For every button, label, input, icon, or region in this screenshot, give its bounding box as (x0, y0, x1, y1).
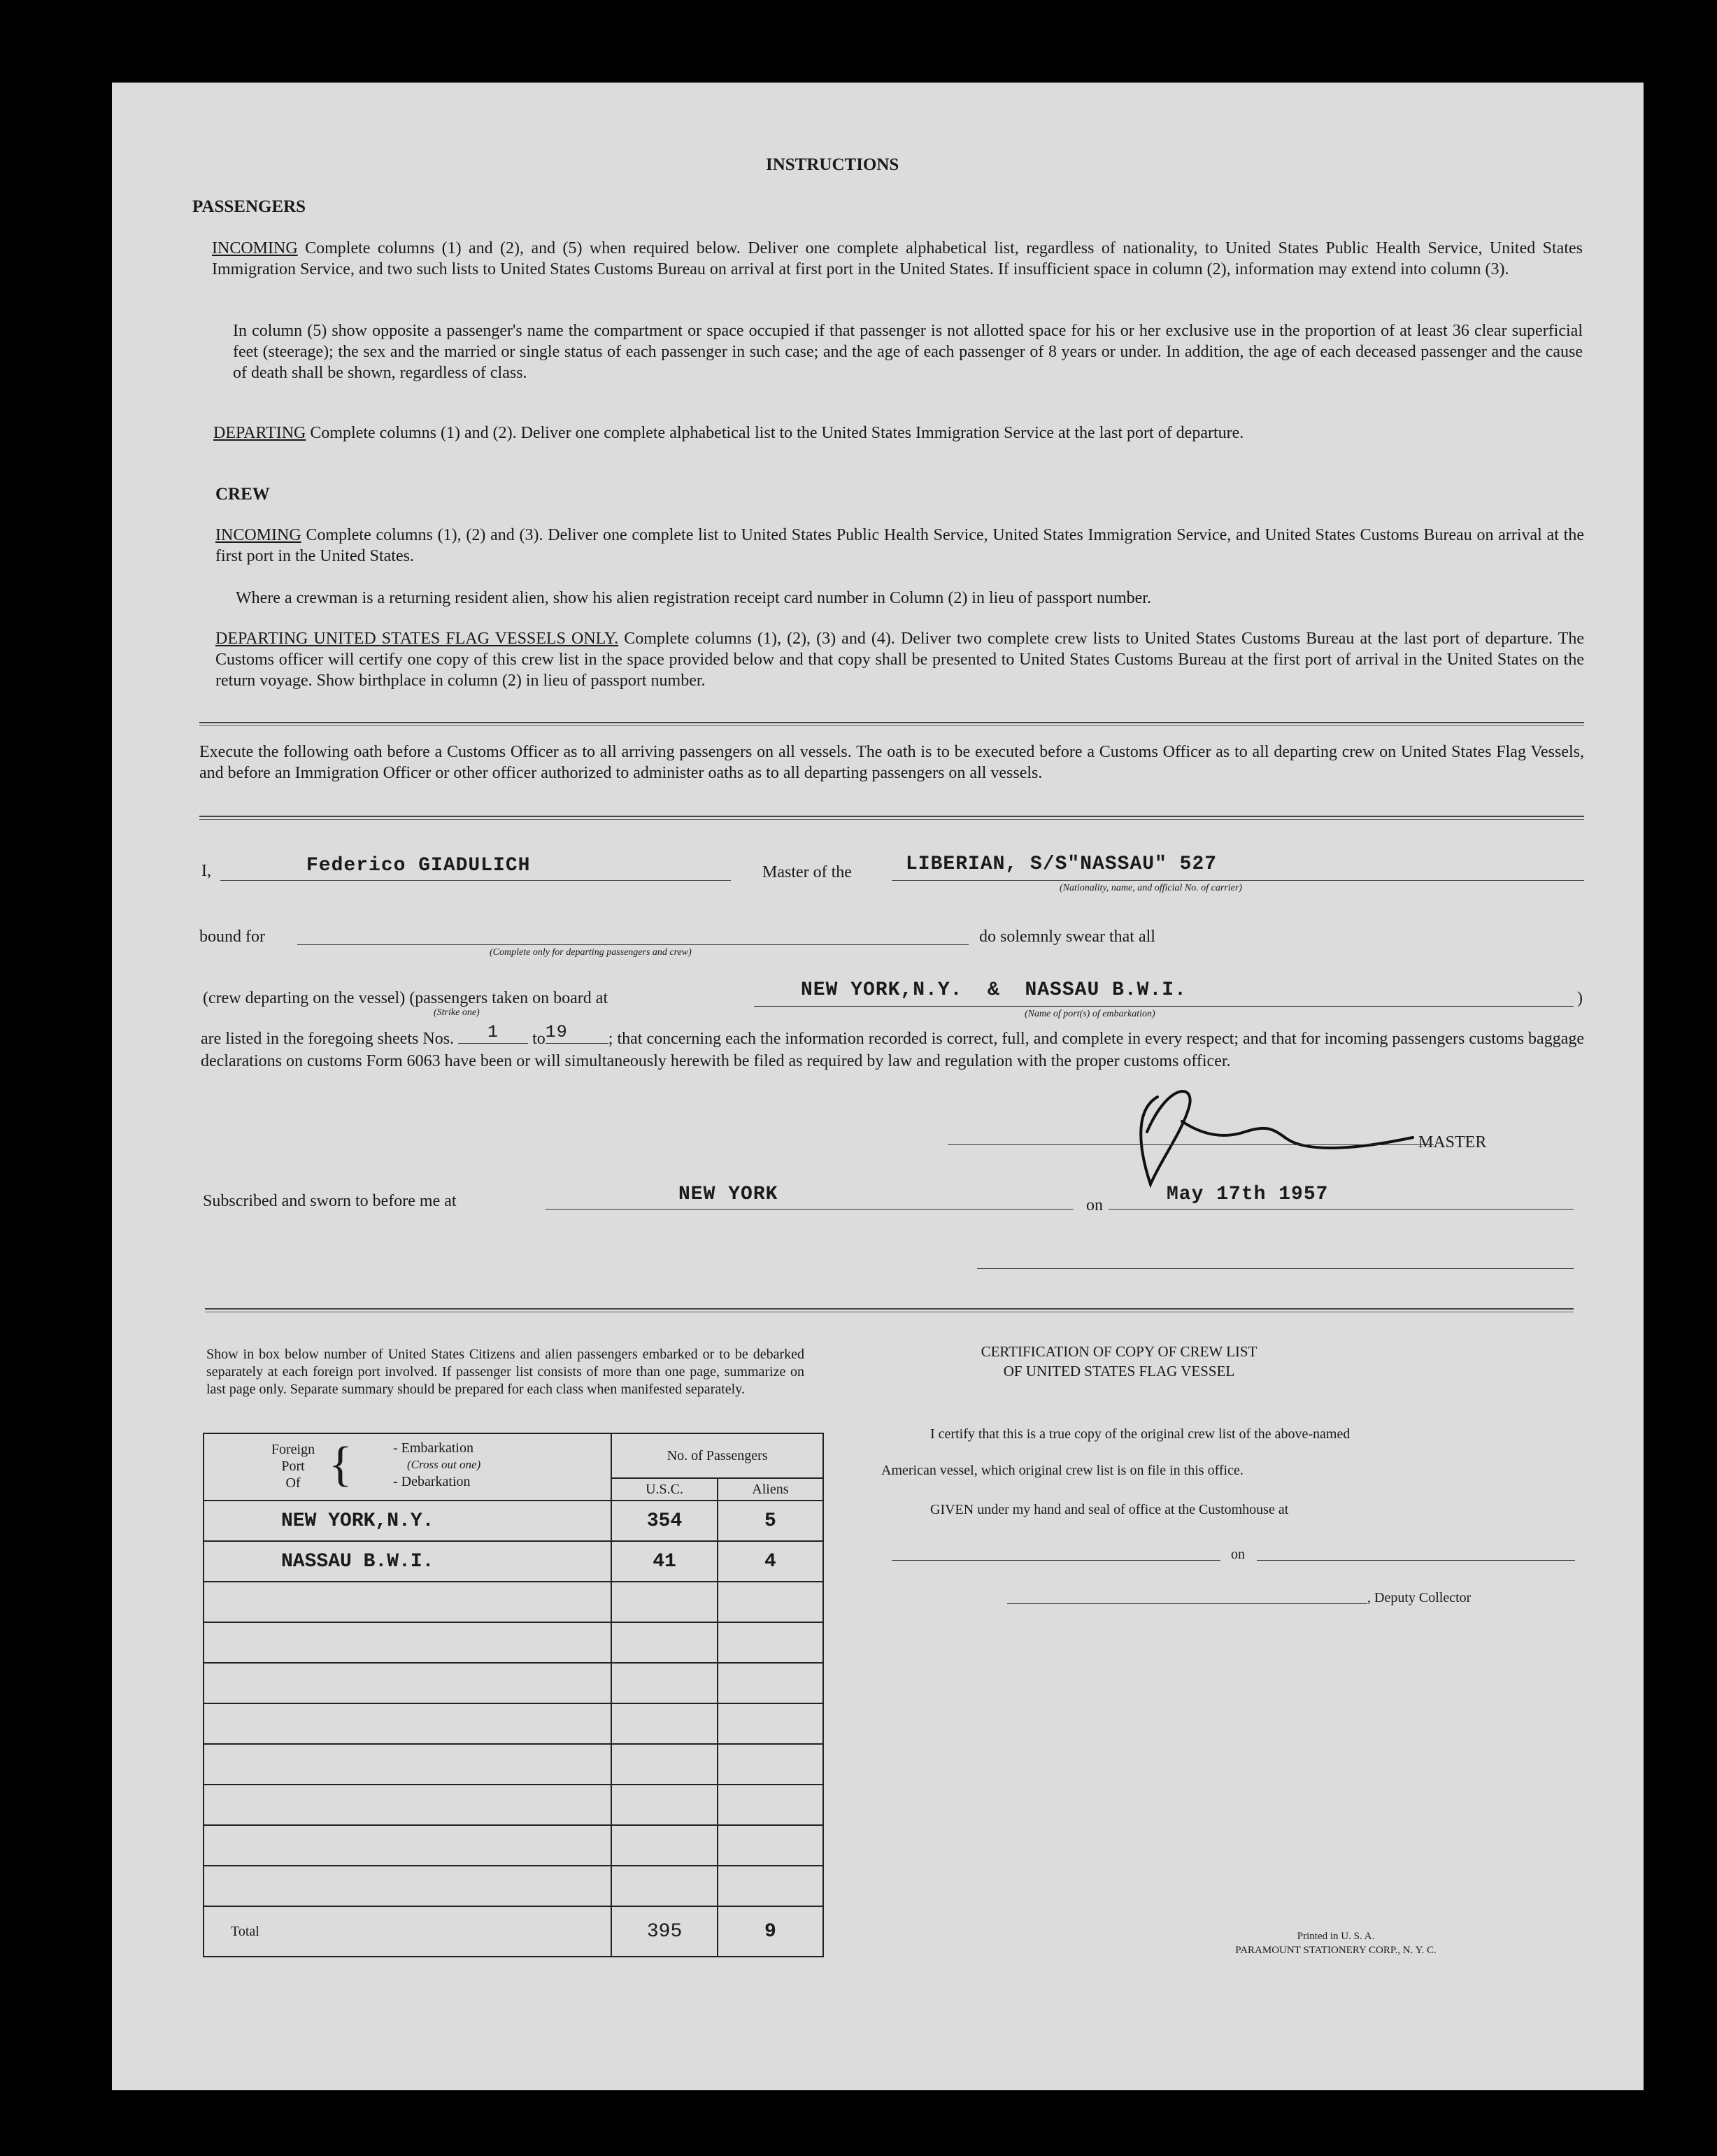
crew-heading: CREW (215, 485, 270, 504)
certification-line-2: American vessel, which original crew list is on file in this office. (881, 1463, 1244, 1478)
embark-ports-value: NEW YORK,N.Y. & NASSAU B.W.I. (801, 979, 1187, 1001)
crew-incoming-label: INCOMING (215, 526, 301, 544)
sworn-place-value: NEW YORK (678, 1184, 778, 1205)
usc-header-cell: U.S.C. (611, 1478, 717, 1501)
bound-for-line (297, 944, 969, 945)
master-signature-line (948, 1144, 1434, 1145)
embark-close-paren: ) (1577, 989, 1583, 1007)
total-label-cell: Total (204, 1906, 611, 1957)
deputy-collector-label: , Deputy Collector (1367, 1590, 1472, 1605)
strike-caption: (Strike one) (434, 1007, 480, 1018)
crew-incoming-text: Complete columns (1), (2) and (3). Deliver one complete list to United States Public Health Service, United States Immigration Service, and United States Customs Bureau on arrival at the first port in the United States. (215, 526, 1585, 565)
vessel-caption: (Nationality, name, and official No. of carrier) (1060, 883, 1242, 893)
officer-signature-line (977, 1268, 1574, 1269)
passengers-departing-label: DEPARTING (213, 424, 306, 442)
passengers-header-cell: No. of Passengers (611, 1433, 823, 1478)
certification-line-3: GIVEN under my hand and seal of office at the Customhouse at (930, 1502, 1289, 1517)
printer-imprint (1189, 1929, 1483, 1957)
customhouse-line (892, 1560, 1220, 1561)
certification-on-label: on (1231, 1547, 1245, 1562)
sworn-on-label: on (1086, 1196, 1103, 1214)
total-aliens-cell: 9 (718, 1906, 823, 1957)
certification-title-1: CERTIFICATION OF COPY OF CREW LIST (981, 1343, 1258, 1360)
header-port: Port (281, 1459, 305, 1474)
passengers-incoming-label: INCOMING (212, 239, 298, 257)
divider-instructions (199, 722, 1584, 726)
master-signature (1063, 1069, 1497, 1188)
crew-departing-paragraph (215, 628, 1584, 691)
document-page (112, 83, 1644, 2090)
crew-resident-paragraph: Where a crewman is a returning resident alien, show his alien registration receipt card number in Column (2) in lieu of passport number. (236, 589, 1151, 607)
crew-incoming-paragraph (215, 525, 1584, 567)
crew-departing-label: DEPARTING UNITED STATES FLAG VESSELS ONLY. (215, 630, 619, 648)
header-of: Of (285, 1475, 301, 1491)
header-cross-out: (Cross out one) (407, 1458, 481, 1471)
oath-intro: Execute the following oath before a Customs Officer as to all arriving passengers on all vessels. The oath is to be executed before a Customs Officer as to all departing crew on United States Flag Vessels, and before an Immigration Officer or other officer authorized to administer oaths as to all departing passengers on all vessels. (199, 743, 1584, 782)
usc-cell: 354 (611, 1501, 717, 1541)
table-row (204, 1501, 823, 1541)
divider-summary (205, 1308, 1574, 1312)
printer-line-2: PARAMOUNT STATIONERY CORP., N. Y. C. (1235, 1945, 1437, 1956)
header-embarkation: - Embarkation (393, 1440, 473, 1456)
sworn-date-line (1109, 1209, 1574, 1210)
sheets-to-label: to (532, 1030, 546, 1048)
header-foreign: Foreign (271, 1442, 315, 1457)
deputy-collector-line (1007, 1603, 1367, 1604)
passengers-incoming-paragraph (212, 238, 1583, 280)
sheets-suffix: ; that concerning each the information recorded is correct, full, and complete in every respect; and that for incoming passengers customs baggage declarations on customs Form 6063 have been or will simultaneously herewith be filed as required by law and regulation with the proper customs officer. (201, 1030, 1585, 1070)
total-row (204, 1906, 823, 1957)
aliens-cell: 5 (718, 1501, 823, 1541)
table-row-empty (204, 1663, 823, 1703)
table-row-empty (204, 1785, 823, 1825)
table-row-empty (204, 1703, 823, 1744)
aliens-header-cell: Aliens (718, 1478, 823, 1501)
port-cell: NASSAU B.W.I. (204, 1541, 611, 1582)
sheets-prefix: are listed in the foregoing sheets Nos. (201, 1030, 455, 1048)
vessel-value: LIBERIAN, S/S"NASSAU" 527 (906, 853, 1218, 875)
table-row-empty (204, 1866, 823, 1906)
passengers-incoming-text: Complete columns (1) and (2), and (5) when required below. Deliver one complete alphabetical list, regardless of nationality, to United States Public Health Service, United States Immigration Service, and two such lists to United States Customs Bureau on arrival at first port in the United States. If insufficient space in column (2), information may extend into column (3). (212, 239, 1583, 278)
aliens-cell: 4 (718, 1541, 823, 1582)
oath-i-label: I, (201, 862, 211, 880)
master-name-value: Federico GIADULICH (306, 855, 531, 877)
total-usc-cell: 395 (611, 1906, 717, 1957)
table-row-empty (204, 1825, 823, 1866)
master-of-label: Master of the (762, 863, 852, 881)
sworn-date-value: May 17th 1957 (1167, 1184, 1329, 1205)
sheet-to-value: 19 (545, 1022, 568, 1042)
swear-text: do solemnly swear that all (979, 928, 1155, 946)
master-name-line (220, 880, 731, 881)
bound-for-caption: (Complete only for departing passengers and crew) (490, 947, 692, 958)
certification-line-1: I certify that this is a true copy of the original crew list of the above-named (930, 1426, 1351, 1442)
instructions-title: INSTRUCTIONS (766, 155, 899, 174)
crew-passengers-text: (crew departing on the vessel) (passengers taken on board at (203, 989, 608, 1007)
sheets-paragraph (201, 1022, 1585, 1072)
table-row-empty (204, 1744, 823, 1785)
embark-ports-line (754, 1006, 1574, 1007)
port-header-cell (204, 1433, 611, 1501)
master-label: MASTER (1418, 1133, 1487, 1151)
divider-oath (199, 816, 1584, 820)
passengers-column5-paragraph: In column (5) show opposite a passenger's name the compartment or space occupied if that passenger is not allotted space for his or her exclusive use in the proportion of at least 36 clear superficial feet (steerage); the sex and the married or single status of each passenger in such case; and the age of each passenger of 8 years or under. In addition, the age of each deceased passenger and the cause of death shall be shown, regardless of class. (233, 322, 1583, 382)
certification-title-2: OF UNITED STATES FLAG VESSEL (1003, 1363, 1235, 1380)
header-brace: { (329, 1438, 352, 1491)
passengers-departing-text: Complete columns (1) and (2). Deliver one complete alphabetical list to the United States Immigration Service at the last port of departure. (310, 424, 1244, 442)
bound-for-label: bound for (199, 928, 265, 946)
certification-date-line (1257, 1560, 1575, 1561)
table-row (204, 1541, 823, 1582)
sheet-from-value: 1 (487, 1022, 499, 1042)
port-cell: NEW YORK,N.Y. (204, 1501, 611, 1541)
usc-cell: 41 (611, 1541, 717, 1582)
subscribed-label: Subscribed and sworn to before me at (203, 1192, 457, 1210)
crew-departing-text: Complete columns (1), (2), (3) and (4). Deliver two complete crew lists to United States Customs Bureau at the last port of departure. The Customs officer will certify one copy of this crew list in the space provided below and that copy shall be presented to United States Customs Bureau at the first port of arrival in the United States on the return voyage. Show birthplace in column (2) in lieu of passport number. (215, 630, 1585, 690)
summary-instructions: Show in box below number of United States Citizens and alien passengers embarked or to be debarked separately at each foreign port involved. If passenger list consists of more than one page, summarize on last page only. Separate summary should be prepared for each class when manifested separately. (206, 1347, 804, 1397)
vessel-line (892, 880, 1584, 881)
certification-title (874, 1342, 1364, 1381)
passengers-heading: PASSENGERS (192, 197, 306, 216)
table-row-empty (204, 1622, 823, 1663)
header-debarkation: - Debarkation (393, 1474, 471, 1489)
passengers-departing-paragraph (213, 423, 1583, 444)
table-row-empty (204, 1582, 823, 1622)
ports-summary-table (203, 1433, 824, 1957)
printer-line-1: Printed in U. S. A. (1297, 1931, 1375, 1942)
sworn-place-line (546, 1209, 1074, 1210)
embark-caption: (Name of port(s) of embarkation) (1025, 1009, 1155, 1019)
